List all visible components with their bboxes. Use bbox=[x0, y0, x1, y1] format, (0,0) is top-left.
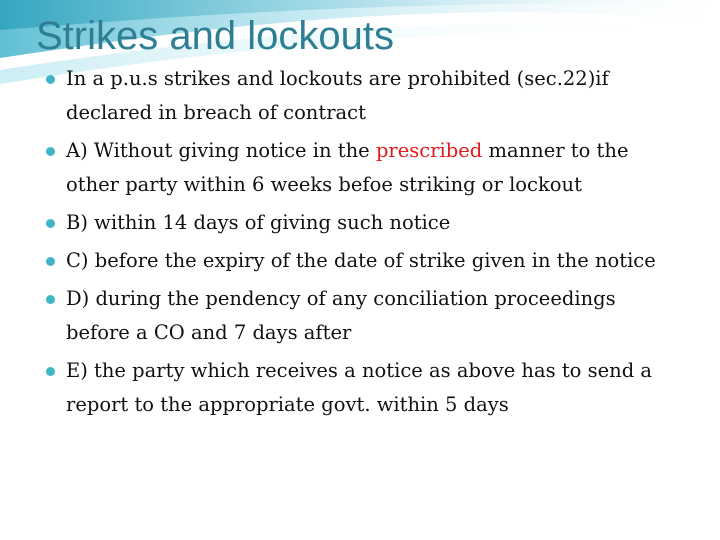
bullet-item-3 bbox=[44, 206, 684, 240]
bullet-text: D) during the pendency of any conciliation proceedings before a CO and 7 days after bbox=[66, 287, 616, 344]
bullet-item-1 bbox=[44, 62, 684, 130]
bullet-item-2 bbox=[44, 134, 684, 202]
bullet-text: E) the party which receives a notice as above has to send a report to the appropriate govt. within 5 days bbox=[66, 359, 653, 416]
bullet-dot-icon bbox=[46, 75, 55, 84]
bullet-dot-icon bbox=[46, 147, 55, 156]
bullet-item-6 bbox=[44, 354, 684, 422]
bullet-text: C) before the expiry of the date of strike given in the notice bbox=[66, 249, 656, 272]
bullet-text: B) within 14 days of giving such notice bbox=[66, 211, 451, 234]
bullet-dot-icon bbox=[46, 295, 55, 304]
bullet-dot-icon bbox=[46, 257, 55, 266]
bullet-list bbox=[44, 62, 684, 426]
highlighted-word: prescribed bbox=[375, 139, 483, 162]
bullet-dot-icon bbox=[46, 367, 55, 376]
bullet-item-5 bbox=[44, 282, 684, 350]
bullet-dot-icon bbox=[46, 219, 55, 228]
bullet-item-4 bbox=[44, 244, 684, 278]
bullet-text-after: manner to the other party within 6 weeks befoe striking or lockout bbox=[66, 139, 629, 196]
bullet-text-before: A) Without giving notice in the bbox=[66, 139, 376, 162]
slide-title: Strikes and lockouts bbox=[36, 14, 394, 58]
bullet-text: In a p.u.s strikes and lockouts are prohibited (sec.22)if declared in breach of contract bbox=[66, 67, 609, 124]
